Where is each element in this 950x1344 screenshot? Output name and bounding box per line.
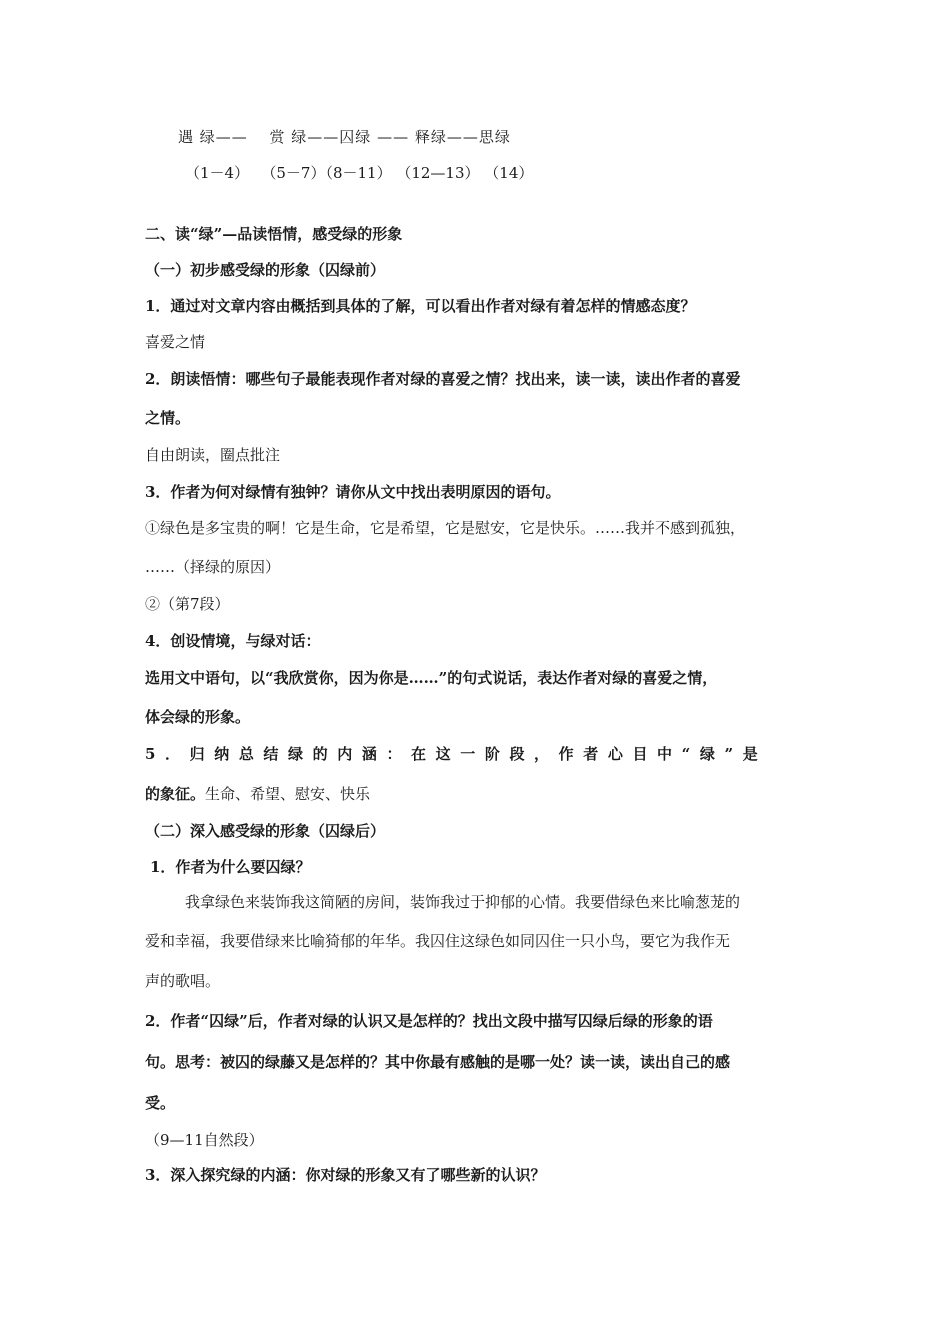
part1-question-2-line2: 之情。 <box>145 409 191 427</box>
part1-question-5-line1: 5．归纳总结绿的内涵：在这一阶段，作者心目中“绿”是 <box>145 745 768 763</box>
part2-question-1: 1．作者为什么要囚绿？ <box>150 858 311 876</box>
part1-question-5-text: 的象征。 <box>145 785 206 803</box>
part1-question-4: 4．创设情境，与绿对话： <box>145 632 321 650</box>
part1-question-5-line2 <box>145 783 815 805</box>
part2-answer-1-line3: 声的歌唱。 <box>145 972 221 990</box>
section-heading: 二、读“绿”—品读悟情，感受绿的形象 <box>145 225 403 243</box>
structure-outline: 遇 绿—— 赏 绿——囚绿 —— 释绿——思绿 <box>178 128 511 146</box>
part2-question-2-line3: 受。 <box>145 1094 176 1112</box>
part1-answer-5: 生命、希望、慰安、快乐 <box>205 785 371 803</box>
part1-answer-2: 自由朗读，圈点批注 <box>145 446 281 464</box>
part1-heading: （一）初步感受绿的形象（囚绿前） <box>145 261 386 279</box>
part2-question-2-line2: 句。思考：被囚的绿藤又是怎样的？其中你最有感触的是哪一处？读一读，读出自己的感 <box>145 1053 731 1071</box>
part2-heading: （二）深入感受绿的形象（囚绿后） <box>145 822 386 840</box>
part1-answer-3-line2: ……（择绿的原因） <box>145 558 281 576</box>
part1-question-4-line3: 体会绿的形象。 <box>145 708 251 726</box>
part1-question-3: 3．作者为何对绿情有独钟？请你从文中找出表明原因的语句。 <box>145 483 561 501</box>
part1-answer-3-line1: ①绿色是多宝贵的啊！它是生命，它是希望，它是慰安，它是快乐。……我并不感到孤独， <box>145 519 746 537</box>
part1-answer-1: 喜爱之情 <box>145 333 206 351</box>
part2-question-3: 3．深入探究绿的内涵：你对绿的形象又有了哪些新的认识？ <box>145 1166 546 1184</box>
part1-question-4-line2: 选用文中语句，以“我欣赏你，因为你是……”的句式说话，表达作者对绿的喜爱之情， <box>145 669 718 687</box>
part2-answer-1-line1: 我拿绿色来装饰我这简陋的房间，装饰我过于抑郁的心情。我要借绿色来比喻葱茏的 <box>185 893 741 911</box>
part1-question-1: 1．通过对文章内容由概括到具体的了解，可以看出作者对绿有着怎样的情感态度？ <box>145 297 696 315</box>
part1-answer-3-line3: ②（第7段） <box>145 595 230 613</box>
part2-answer-2: （9—11自然段） <box>145 1131 264 1149</box>
part2-answer-1-line2: 爱和幸福，我要借绿来比喻猗郁的年华。我囚住这绿色如同囚住一只小鸟，要它为我作无 <box>145 932 731 950</box>
structure-paragraphs: （1－4） （5－7）（8－11） （12—13） （14） <box>185 164 534 182</box>
part2-question-2-line1: 2．作者“囚绿”后，作者对绿的认识又是怎样的？找出文段中描写囚绿后绿的形象的语 <box>145 1012 713 1030</box>
part1-question-2-line1: 2．朗读悟情：哪些句子最能表现作者对绿的喜爱之情？找出来，读一读，读出作者的喜爱 <box>145 370 741 388</box>
